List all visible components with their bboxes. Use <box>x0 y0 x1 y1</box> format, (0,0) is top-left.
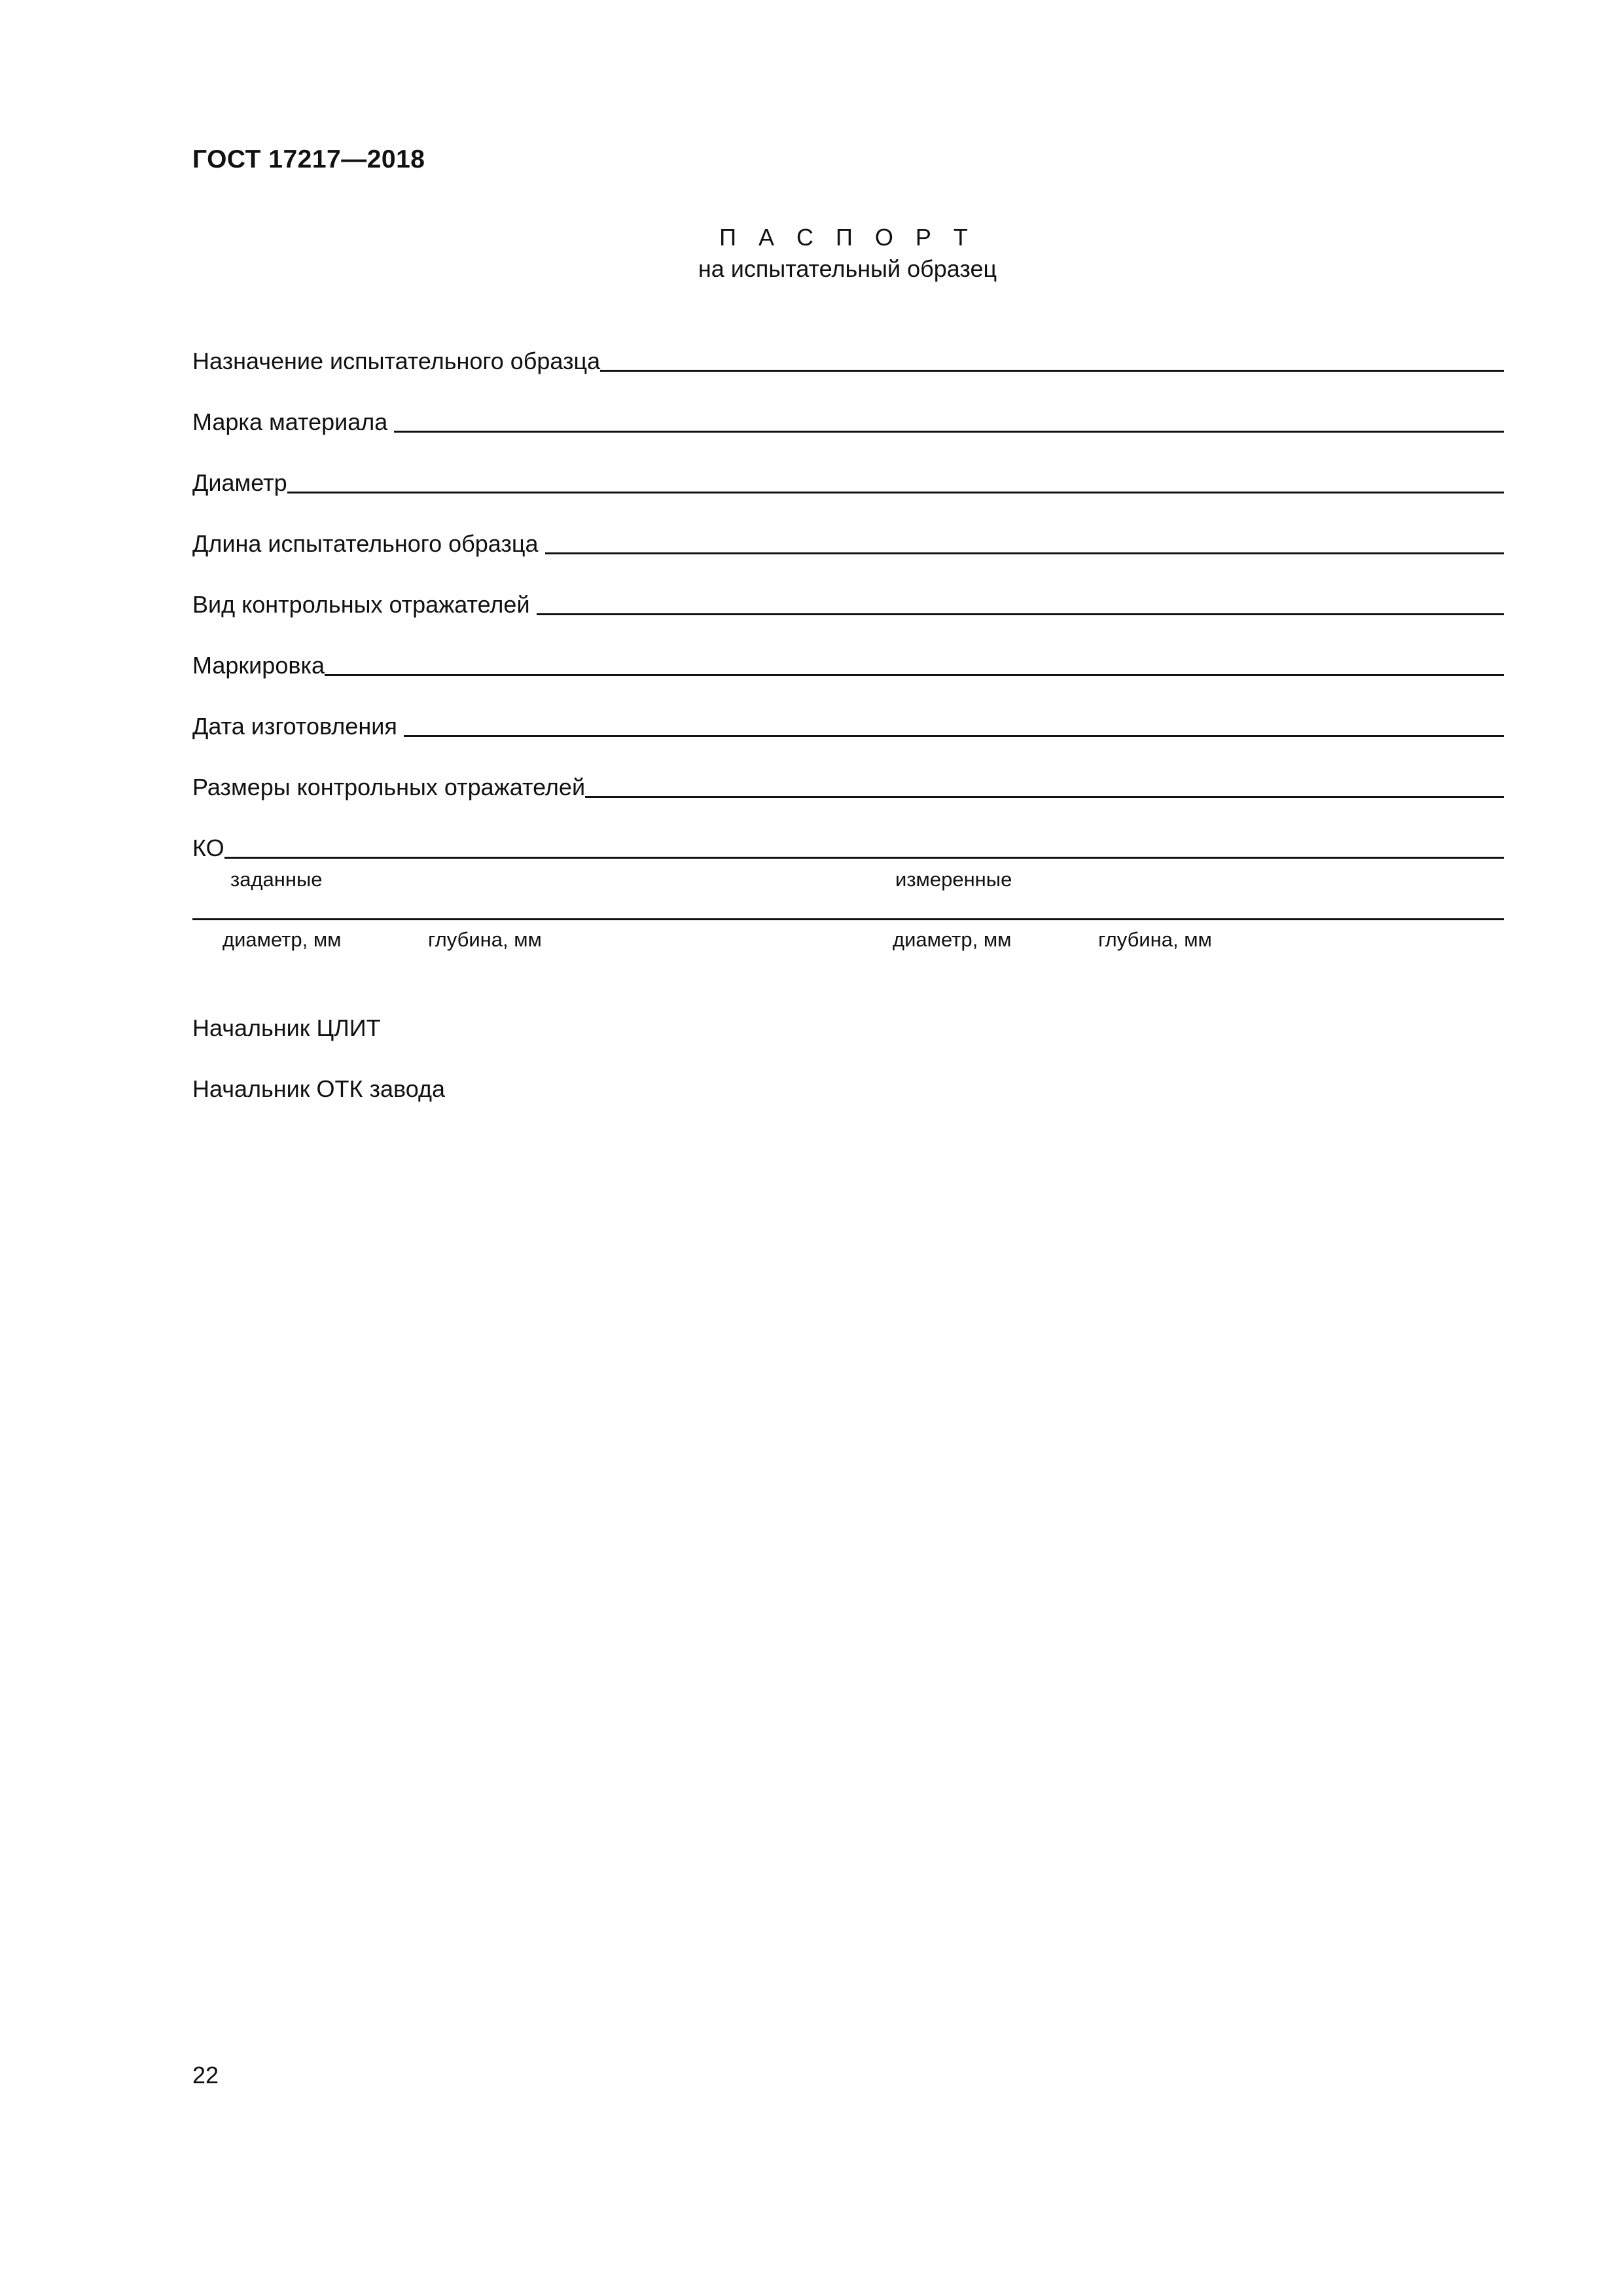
field-blank-diameter <box>287 468 1504 493</box>
ko-measured-depth-caption: глубина, мм <box>1098 928 1212 951</box>
field-blank-ko <box>224 833 1504 859</box>
field-label-ko: КО <box>192 834 224 861</box>
field-blank-purpose <box>600 346 1504 372</box>
field-blank-specimen-length <box>545 529 1504 554</box>
document-title: П А С П О Р Т <box>719 224 976 251</box>
field-blank-manufacture-date <box>404 711 1504 737</box>
field-label-diameter: Диаметр <box>192 469 287 496</box>
field-row-reflector-type <box>192 589 1504 618</box>
field-row-purpose <box>192 346 1504 374</box>
field-label-material-grade: Марка материала <box>192 408 388 435</box>
field-blank-reflector-type <box>537 590 1504 615</box>
field-row-ko <box>192 833 1504 861</box>
field-label-specimen-length: Длина испытательного образца <box>192 530 539 557</box>
field-row-specimen-length <box>192 528 1504 557</box>
signature-qc-head: Начальник ОТК завода <box>192 1075 445 1102</box>
field-blank-marking <box>325 651 1504 676</box>
field-label-manufacture-date: Дата изготовления <box>192 713 397 740</box>
ko-measured-caption: измеренные <box>895 868 1012 891</box>
field-row-manufacture-date <box>192 711 1504 740</box>
field-label-reflector-type: Вид контрольных отражателей <box>192 591 530 618</box>
field-row-marking <box>192 650 1504 679</box>
signature-lab-head: Начальник ЦЛИТ <box>192 1014 381 1041</box>
field-label-purpose: Назначение испытательного образца <box>192 348 601 374</box>
ko-specified-depth-caption: глубина, мм <box>428 928 542 951</box>
field-row-diameter <box>192 467 1504 496</box>
ko-specified-caption: заданные <box>230 868 323 891</box>
standard-header: ГОСТ 17217—2018 <box>192 145 425 173</box>
field-row-material-grade <box>192 406 1504 435</box>
page-number: 22 <box>192 2062 219 2089</box>
ko-specified-diameter-caption: диаметр, мм <box>223 928 342 951</box>
field-blank-reflector-sizes <box>585 772 1504 798</box>
ko-values-blank-line <box>192 918 1504 920</box>
field-row-reflector-sizes <box>192 772 1504 800</box>
field-blank-material-grade <box>394 407 1504 433</box>
field-label-marking: Маркировка <box>192 652 325 679</box>
document-subtitle: на испытательный образец <box>698 255 997 282</box>
ko-measured-diameter-caption: диаметр, мм <box>893 928 1012 951</box>
field-label-reflector-sizes: Размеры контрольных отражателей <box>192 774 586 800</box>
